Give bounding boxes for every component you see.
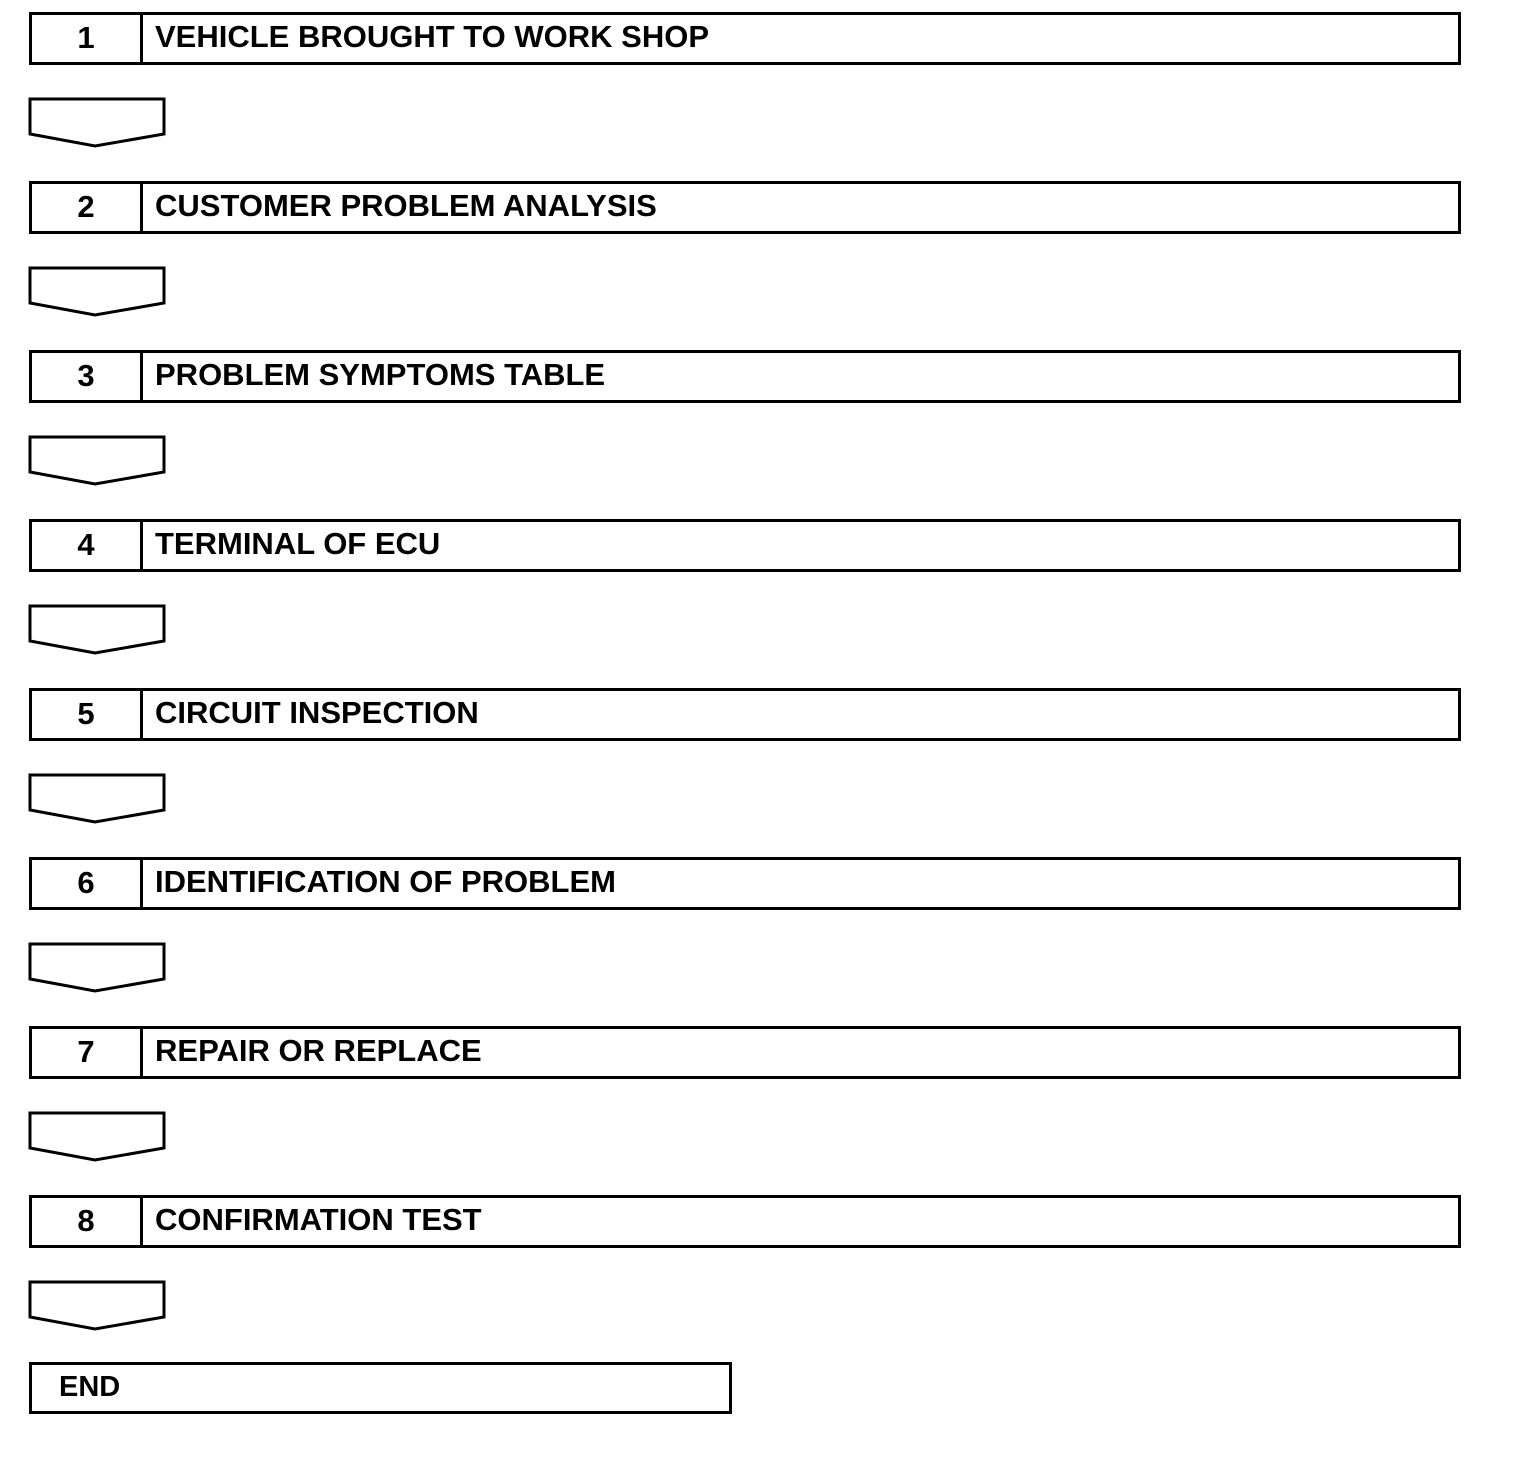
flow-step-5 bbox=[29, 688, 1461, 741]
step-number: 1 bbox=[32, 15, 143, 62]
step-number: 4 bbox=[32, 522, 143, 569]
step-label: PROBLEM SYMPTOMS TABLE bbox=[155, 356, 606, 392]
flow-arrow-down-icon bbox=[28, 773, 166, 825]
flow-step-2 bbox=[29, 181, 1461, 234]
step-number: 7 bbox=[32, 1029, 143, 1076]
step-label: TERMINAL OF ECU bbox=[155, 525, 441, 561]
flow-step-4 bbox=[29, 519, 1461, 572]
flow-step-7 bbox=[29, 1026, 1461, 1079]
step-label: CUSTOMER PROBLEM ANALYSIS bbox=[155, 187, 657, 223]
flow-step-6 bbox=[29, 857, 1461, 910]
flow-arrow-down-icon bbox=[28, 604, 166, 656]
step-number: 6 bbox=[32, 860, 143, 907]
flow-step-1 bbox=[29, 12, 1461, 65]
flow-arrow-down-icon bbox=[28, 266, 166, 318]
step-label: REPAIR OR REPLACE bbox=[155, 1032, 482, 1068]
flow-arrow-down-icon bbox=[28, 435, 166, 487]
step-number: 5 bbox=[32, 691, 143, 738]
flow-arrow-down-icon bbox=[28, 1111, 166, 1163]
step-number: 2 bbox=[32, 184, 143, 231]
flow-step-8 bbox=[29, 1195, 1461, 1248]
step-label: CIRCUIT INSPECTION bbox=[155, 694, 479, 730]
flow-arrow-down-icon bbox=[28, 97, 166, 149]
step-label: IDENTIFICATION OF PROBLEM bbox=[155, 863, 616, 899]
flow-step-3 bbox=[29, 350, 1461, 403]
step-label: CONFIRMATION TEST bbox=[155, 1201, 482, 1237]
step-number: 8 bbox=[32, 1198, 143, 1245]
flow-arrow-down-icon bbox=[28, 1280, 166, 1332]
step-label: VEHICLE BROUGHT TO WORK SHOP bbox=[155, 18, 710, 54]
flow-arrow-down-icon bbox=[28, 942, 166, 994]
step-number: 3 bbox=[32, 353, 143, 400]
flow-end: END bbox=[29, 1362, 732, 1414]
